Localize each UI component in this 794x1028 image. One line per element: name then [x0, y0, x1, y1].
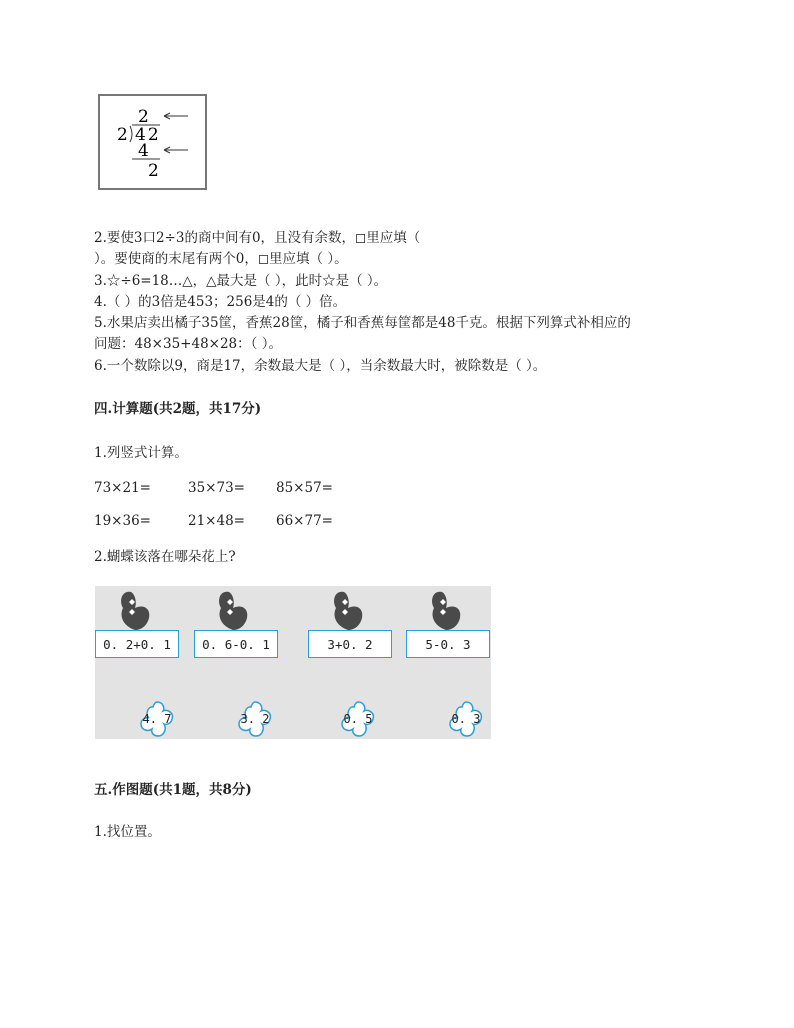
calc-item: 21×48=: [188, 513, 245, 529]
dividend-digits: 42: [135, 125, 161, 145]
flower-value: 0. 5: [343, 712, 373, 726]
question-3: 3.☆÷6=18…△，△最大是（ ），此时☆是（ ）。: [94, 273, 388, 289]
question-5-line1: 5.水果店卖出橘子35筐，香蕉28筐，橘子和香蕉每筐都是48千克。根据下列算式补相应的: [94, 315, 631, 331]
calc-item: 73×21=: [94, 480, 151, 496]
flower-value: 3. 2: [240, 712, 270, 726]
flower: [445, 699, 487, 739]
flower-value: 4. 7: [142, 712, 172, 726]
section-4-q2-title: 2.蝴蝶该落在哪朵花上?: [94, 549, 236, 565]
flower: [234, 699, 276, 739]
question-4: 4.（ ）的3倍是453；256是4的（ ）倍。: [94, 294, 347, 310]
arrow-icon: [164, 147, 188, 153]
calc-item: 85×57=: [276, 480, 333, 496]
division-diagram: [100, 96, 205, 188]
product-digit: 4: [138, 141, 149, 161]
section-5-q1-title: 1.找位置。: [94, 824, 161, 840]
remainder-digit: 2: [148, 161, 159, 181]
calc-item: 19×36=: [94, 513, 151, 529]
butterfly-flower-panel: [95, 586, 491, 739]
question-2-line1: 2.要使3口2÷3的商中间有0，且没有余数，◻里应填（: [94, 230, 421, 246]
butterfly-icon: [215, 586, 251, 632]
section-4-heading: 四.计算题(共2题，共17分): [94, 401, 262, 417]
calc-item: 35×73=: [188, 480, 245, 496]
division-figure: [98, 94, 207, 190]
section-5-heading: 五.作图题(共1题，共8分): [94, 782, 252, 798]
butterfly-expression-box: 0. 2+0. 1: [95, 630, 179, 658]
quotient-digit: 2: [138, 107, 149, 127]
calc-item: 66×77=: [276, 513, 333, 529]
butterfly-icon: [117, 586, 153, 632]
butterfly-icon: [428, 586, 464, 632]
butterfly-expression-box: 5-0. 3: [406, 630, 490, 658]
section-4-q1-title: 1.列竖式计算。: [94, 445, 188, 461]
question-6: 6.一个数除以9，商是17，余数最大是（ ），当余数最大时，被除数是（ ）。: [94, 358, 547, 374]
question-2-line2: ）。要使商的末尾有两个0，◻里应填（ ）。: [94, 251, 348, 267]
arrow-icon: [164, 113, 188, 119]
divisor-digit: 2: [117, 125, 128, 145]
flower: [136, 699, 178, 739]
flower: [337, 699, 379, 739]
question-5-line2: 问题：48×35+48×28：（ ）。: [94, 336, 282, 352]
butterfly-expression-box: 0. 6-0. 1: [194, 630, 278, 658]
butterfly-expression-box: 3+0. 2: [308, 630, 392, 658]
butterfly-icon: [330, 586, 366, 632]
flower-value: 0. 3: [451, 712, 481, 726]
